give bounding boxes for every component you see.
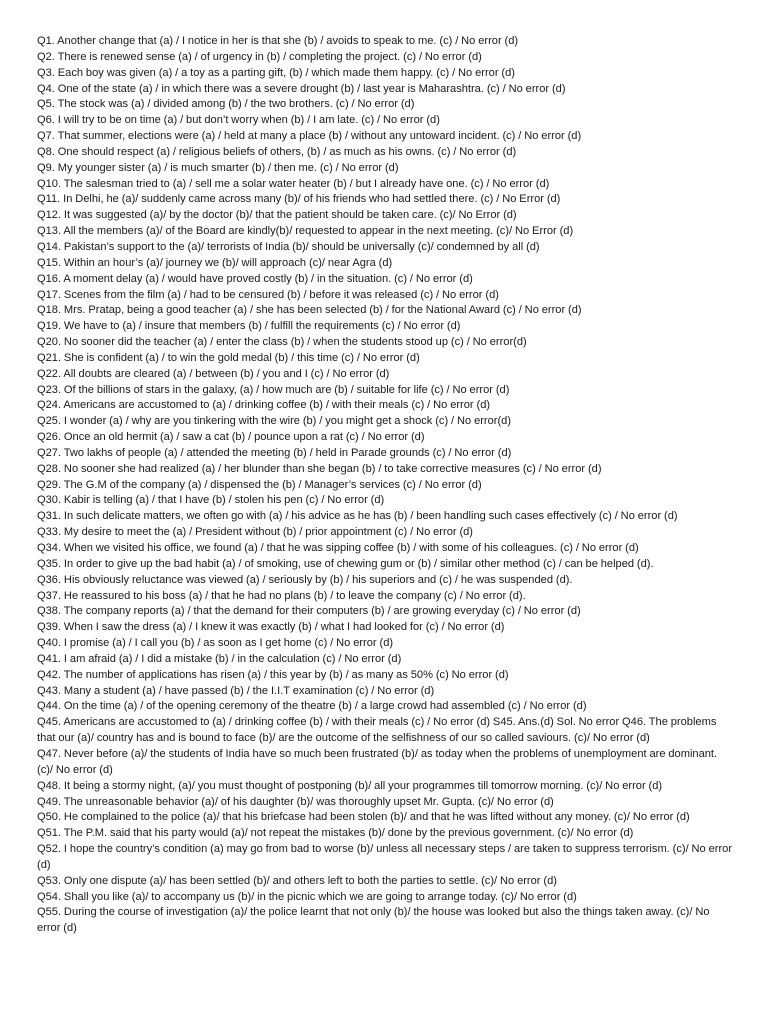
- question-item: Q53. Only one dispute (a)/ has been settled (b)/ and others left to both the parties to settle. (c)/ No error (d): [37, 874, 557, 887]
- question-item: Q12. It was suggested (a)/ by the doctor (b)/ that the patient should be taken care. (c)/ No Error (d): [37, 209, 517, 222]
- question-item: Q54. Shall you like (a)/ to accompany us (b)/ in the picnic which we are going to arrange today. (c)/ No error (d): [37, 890, 577, 903]
- question-item: Q19. We have to (a) / insure that members (b) / fulfill the requirements (c) / No error (d): [37, 320, 461, 333]
- question-item: Q47. Never before (a)/ the students of India have so much been frustrated (b)/ as today when the problems of unemployment are dominant. (c)/ No error (d): [37, 747, 718, 776]
- question-item: Q28. No sooner she had realized (a) / her blunder than she began (b) / to take corrective measures (c) / No error (d): [37, 462, 602, 475]
- question-item: Q13. All the members (a)/ of the Board are kindly(b)/ requested to appear in the next meeting. (c)/ No Error (d): [37, 225, 574, 238]
- question-item: Q52. I hope the country’s condition (a) may go from bad to worse (b)/ unless all necessary steps / are taken to suppress terrorism. (c)/ No error (d): [37, 843, 733, 871]
- question-item: Q43. Many a student (a) / have passed (b) / the I.I.T examination (c) / No error (d): [37, 684, 435, 697]
- question-item: Q4. One of the state (a) / in which there was a severe drought (b) / last year is Maharashtra. (c) / No error (d): [37, 82, 566, 95]
- question-item: Q22. All doubts are cleared (a) / between (b) / you and I (c) / No error (d): [37, 367, 390, 380]
- question-item: Q44. On the time (a) / of the opening ceremony of the theatre (b) / a large crowd had assembled (c) / No error (d): [37, 700, 587, 713]
- question-item: Q29. The G.M of the company (a) / dispensed the (b) / Manager’s services (c) / No error (d): [37, 478, 482, 491]
- question-item: Q34. When we visited his office, we found (a) / that he was sipping coffee (b) / with some of his colleagues. (c) / No error (d): [37, 542, 639, 554]
- question-item: Q16. A moment delay (a) / would have proved costly (b) / in the situation. (c) / No error (d): [37, 272, 473, 285]
- question-item: Q40. I promise (a) / I call you (b) / as soon as I get home (c) / No error (d): [37, 637, 394, 650]
- question-item: Q39. When I saw the dress (a) / I knew it was exactly (b) / what I had looked for (c) / No error (d): [37, 621, 505, 634]
- question-item: Q3. Each boy was given (a) / a toy as a parting gift, (b) / which made them happy. (c) / No error (d): [37, 66, 515, 79]
- question-item: Q23. Of the billions of stars in the galaxy, (a) / how much are (b) / suitable for life (c) / No error (d): [37, 383, 510, 396]
- question-item: Q6. I will try to be on time (a) / but don’t worry when (b) / I am late. (c) / No error (d): [37, 114, 440, 127]
- question-item: Q25. I wonder (a) / why are you tinkering with the wire (b) / you might get a shock (c) / No error(d): [37, 415, 512, 428]
- question-item: Q50. He complained to the police (a)/ that his briefcase had been stolen (b)/ and that he was lifted without any money. (c)/ No error (d): [37, 811, 690, 824]
- question-item: Q20. No sooner did the teacher (a) / enter the class (b) / when the students stood up (c) / No error(d): [37, 336, 527, 349]
- question-item: Q7. That summer, elections were (a) / held at many a place (b) / without any untoward incident. (c) / No error (d): [37, 130, 582, 143]
- question-item: Q33. My desire to meet the (a) / President without (b) / prior appointment (c) / No error (d): [37, 526, 474, 539]
- question-item: Q14. Pakistan’s support to the (a)/ terrorists of India (b)/ should be universally (c)/ condemned by all (d): [37, 240, 540, 253]
- question-item: Q8. One should respect (a) / religious beliefs of others, (b) / as much as his owns. (c) / No error (d): [37, 145, 517, 158]
- question-item: Q48. It being a stormy night, (a)/ you must thought of postponing (b)/ all your programmes till tomorrow morning. (c)/ No error (d): [37, 779, 663, 792]
- question-item: Q17. Scenes from the film (a) / had to be censured (b) / before it was released (c) / No error (d): [37, 288, 499, 301]
- question-item: Q2. There is renewed sense (a) / of urgency in (b) / completing the project. (c) / No error (d): [37, 50, 482, 63]
- question-item: Q30. Kabir is telling (a) / that I have (b) / stolen his pen (c) / No error (d): [37, 494, 385, 507]
- question-item: Q26. Once an old hermit (a) / saw a cat (b) / pounce upon a rat (c) / No error (d): [37, 431, 425, 444]
- question-item: Q49. The unreasonable behavior (a)/ of his daughter (b)/ was thoroughly upset Mr. Gupta. (c)/ No error (d): [37, 795, 554, 808]
- question-item: Q18. Mrs. Pratap, being a good teacher (a) / she has been selected (b) / for the National Award (c) / No error (d): [37, 304, 582, 317]
- question-item: Q36. His obviously reluctance was viewed (a) / seriously by (b) / his superiors and (c) / he was suspended (d).: [37, 573, 573, 586]
- question-item: Q42. The number of applications has risen (a) / this year by (b) / as many as 50% (c) No error (d): [37, 668, 509, 681]
- question-item: Q24. Americans are accustomed to (a) / drinking coffee (b) / with their meals (c) / No error (d): [37, 399, 491, 412]
- question-item: Q5. The stock was (a) / divided among (b) / the two brothers. (c) / No error (d): [37, 98, 415, 111]
- question-item: Q35. In order to give up the bad habit (a) / of smoking, use of chewing gum or (b) / similar other method (c) / can be helped (d).: [37, 557, 654, 570]
- question-list: [37, 34, 734, 937]
- question-item: Q45. Americans are accustomed to (a) / drinking coffee (b) / with their meals (c) / No error (d) S45. Ans.(d) Sol. No error Q46. The problems that our (a)/ country has and is bound to face (b)/ are the outcome of the selfishness of our so called saviours. (c)/ No error (d): [37, 716, 717, 745]
- question-item: Q51. The P.M. said that his party would (a)/ not repeat the mistakes (b)/ done by the previous government. (c)/ No error (d): [37, 827, 634, 840]
- question-item: Q21. She is confident (a) / to win the gold medal (b) / this time (c) / No error (d): [37, 351, 420, 364]
- question-item: Q55. During the course of investigation (a)/ the police learnt that not only (b)/ the house was looked but also the things taken away. (c)/ No error (d): [37, 906, 710, 935]
- question-item: Q1. Another change that (a) / I notice in her is that she (b) / avoids to speak to me. (c) / No error (d): [37, 35, 519, 47]
- question-item: Q38. The company reports (a) / that the demand for their computers (b) / are growing everyday (c) / No error (d): [37, 605, 581, 618]
- question-item: Q10. The salesman tried to (a) / sell me a solar water heater (b) / but I already have one. (c) / No error (d): [37, 177, 550, 190]
- question-item: Q11. In Delhi, he (a)/ suddenly came across many (b)/ of his friends who had settled there. (c) / No Error (d): [37, 193, 561, 206]
- question-item: Q41. I am afraid (a) / I did a mistake (b) / in the calculation (c) / No error (d): [37, 652, 402, 665]
- question-item: Q31. In such delicate matters, we often go with (a) / his advice as he has (b) / been handling such cases effectively (c) / No error (d): [37, 510, 678, 523]
- question-item: Q27. Two lakhs of people (a) / attended the meeting (b) / held in Parade grounds (c) / No error (d): [37, 446, 512, 459]
- question-item: Q15. Within an hour’s (a)/ journey we (b)/ will approach (c)/ near Agra (d): [37, 256, 393, 269]
- question-item: Q9. My younger sister (a) / is much smarter (b) / then me. (c) / No error (d): [37, 161, 399, 174]
- question-item: Q37. He reassured to his boss (a) / that he had no plans (b) / to leave the company (c) / No error (d).: [37, 589, 526, 602]
